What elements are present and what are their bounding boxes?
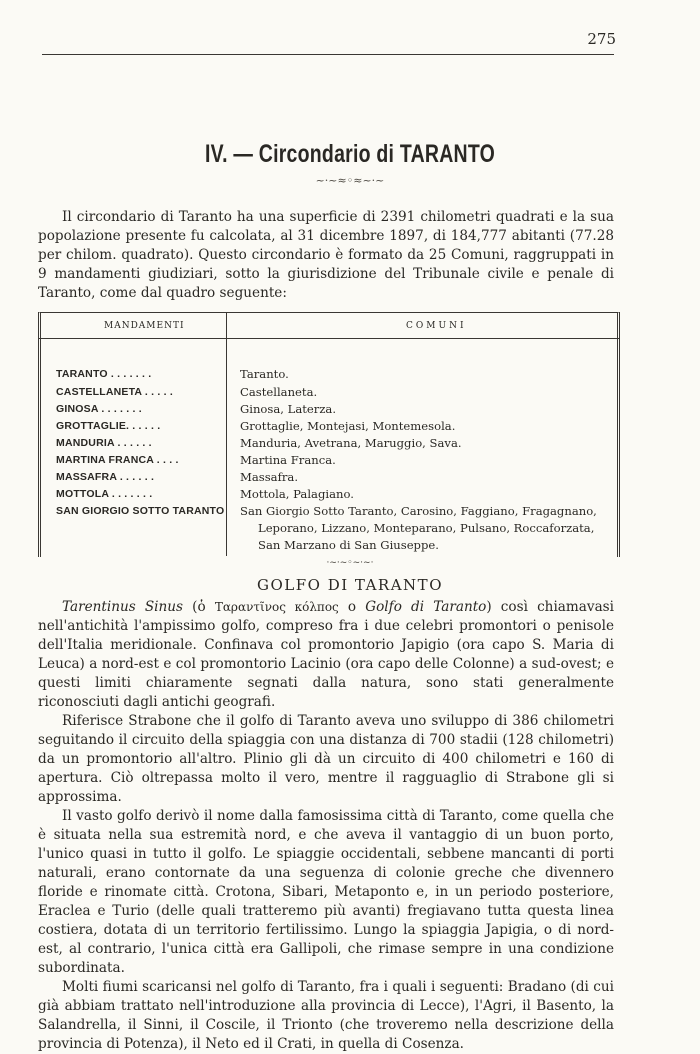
paragraph — [38, 598, 614, 712]
table-row-mandamento: GROTTAGLIE. . . . . . — [56, 420, 161, 432]
header-rule — [42, 54, 614, 55]
table-row-comuni: Massafra. — [240, 470, 299, 484]
latin-name: Tarentinus Sinus — [62, 599, 184, 615]
table-row-comuni: San Giorgio Sotto Taranto, Carosino, Faggiano, Fragagnano, — [240, 504, 597, 518]
italian-name: Golfo di Taranto — [365, 599, 487, 615]
text-run: (ὁ — [183, 599, 215, 615]
table-row-comuni: Taranto. — [240, 367, 289, 381]
paragraph: Il vasto golfo derivò il nome dalla famosissima città di Taranto, come quella che è situata nella sua estremità nord, e che aveva il vantaggio di un buon porto, l'unico quasi in tutto il golfo. Le spiaggie occidentali, sebbene mancanti di porti naturali, erano contornate da una seguenza di colonie greche che divennero floride e rinomate città. Crotona, Sibari, Metaponto e, in un periodo posteriore, Eraclea e Turio (delle quali tratteremo più avanti) fregiavano tutta questa linea costiera, dotata di un territorio fertilissimo. Lungo la spiaggia Japigia, o di nord-est, al contrario, l'unica città era Gallipoli, che rimase sempre in una condizione subordinata. — [38, 808, 614, 976]
table-ornament: ·~·~◦~·~· — [326, 558, 374, 568]
text-run: o — [338, 599, 366, 615]
greek-name: Ταραντῖνος κόλπος — [214, 600, 339, 614]
table-column-rule — [226, 312, 227, 556]
table-row-comuni-continued: San Marzano di San Giuseppe. — [258, 538, 439, 552]
text-run: ) così chiamavasi nell'antichità l'ampissimo golfo, compreso fra i due celebri promontori o penisole dell'Italia meridionale. Confinava col promontorio Japigio (ora capo S. Maria di Leuca) a nord-est e col promontorio Lacinio (ora capo delle Colonne) a sud-ovest; e questi limiti chiaramente segnati dalla natura, sono stati generalmente riconosciuti dagli antichi geografi. — [38, 599, 614, 710]
section-title: GOLFO DI TARANTO — [256, 576, 443, 594]
table-header-comuni: COMUNI — [406, 321, 467, 331]
table-row-mandamento: MANDURIA . . . . . . — [56, 437, 152, 449]
table-row-mandamento: MASSAFRA . . . . . . — [56, 471, 155, 483]
chapter-title: IV. — Circondario di TARANTO — [204, 140, 496, 168]
table-row-mandamento: GINOSA . . . . . . . — [56, 403, 142, 415]
title-ornament: ~·~≈◦≈~·~ — [315, 174, 385, 187]
table-row-mandamento: SAN GIORGIO SOTTO TARANTO — [56, 505, 225, 517]
table-row-comuni: Grottaglie, Montejasi, Montemesola. — [240, 419, 456, 433]
page-number: 275 — [587, 30, 616, 48]
table-row-mandamento: CASTELLANETA . . . . . — [56, 386, 173, 398]
table-header-mandamenti: MANDAMENTI — [104, 321, 185, 331]
table-row-comuni: Martina Franca. — [240, 453, 336, 467]
paragraph: Riferisce Strabone che il golfo di Taranto aveva uno sviluppo di 386 chilometri seguitando il circuito della spiaggia con una distanza di 700 stadii (128 chilometri) da un promontorio all'altro. Plinio gli dà un circuito di 400 chilometri e 160 di apertura. Ciò oltrepassa molto il vero, mentre il ragguaglio di Strabone gli si approssima. — [38, 713, 614, 805]
table-row-comuni: Manduria, Avetrana, Maruggio, Sava. — [240, 436, 462, 450]
table-row-comuni: Mottola, Palagiano. — [240, 487, 354, 501]
table-row-comuni-continued: Leporano, Lizzano, Monteparano, Pulsano, Roccaforzata, — [258, 521, 595, 535]
table-row-comuni: Castellaneta. — [240, 385, 318, 399]
table-header-rule — [38, 338, 620, 339]
table-row-mandamento: MARTINA FRANCA . . . . — [56, 454, 179, 466]
table-row-mandamento: MOTTOLA . . . . . . . — [56, 488, 153, 500]
intro-paragraph: Il circondario di Taranto ha una superficie di 2391 chilometri quadrati e la sua popolazione presente fu calcolata, al 31 dicembre 1897, di 184,777 abitanti (77.28 per chilom. quadrato). Questo circondario è formato da 25 Comuni, raggruppati in 9 mandamenti giudiziari, sotto la giurisdizione del Tribunale civile e penale di Taranto, come dal quadro seguente: — [38, 209, 614, 301]
table-row-comuni: Ginosa, Laterza. — [240, 402, 337, 416]
table-row-mandamento: TARANTO . . . . . . . — [56, 368, 152, 380]
paragraph: Molti fiumi scaricansi nel golfo di Taranto, fra i quali i seguenti: Bradano (di cui già abbiam trattato nell'introduzione alla provincia di Lecce), l'Agri, il Basento, la Salandrella, il Sinni, il Coscile, il Trionto (che troveremo nella descrizione della provincia di Potenza), il Neto ed il Crati, in quella di Cosenza. — [38, 979, 614, 1052]
body-text — [38, 598, 614, 1054]
